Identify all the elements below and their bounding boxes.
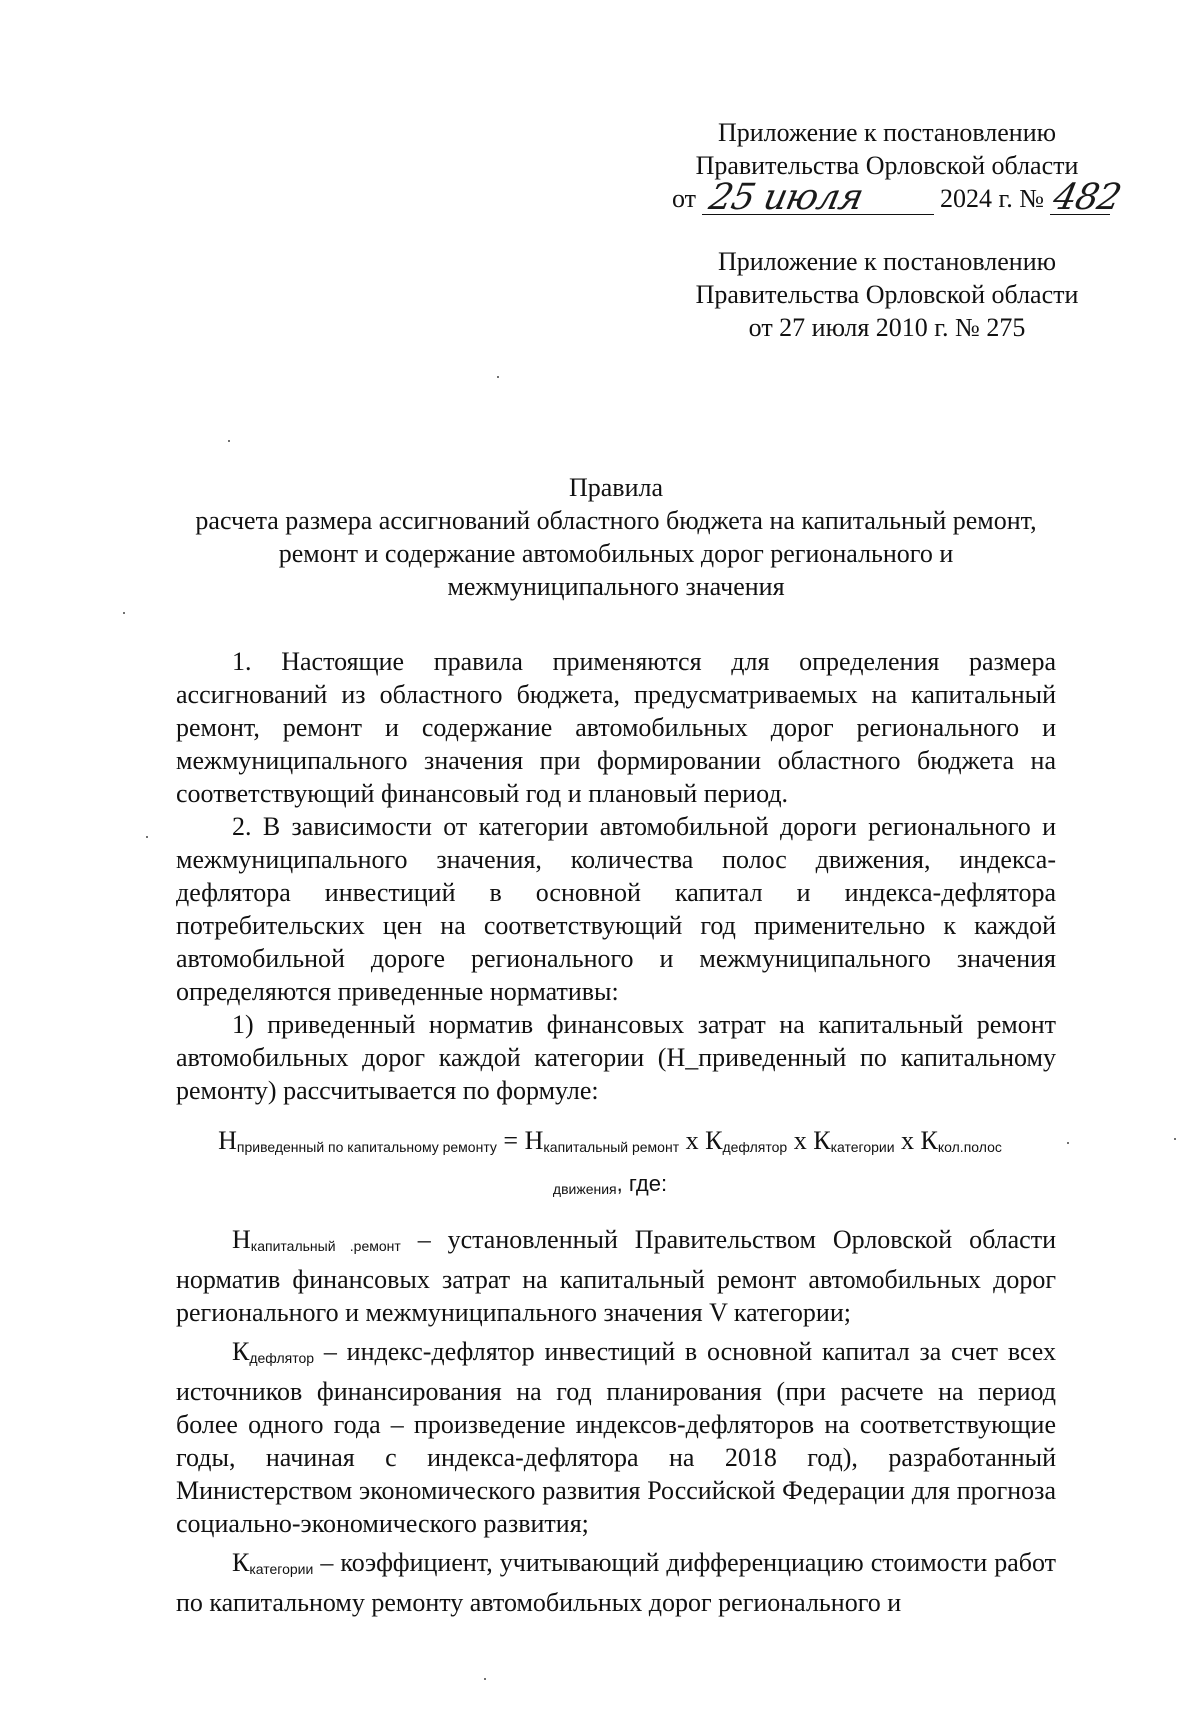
handwritten-date: 25 июля — [705, 177, 867, 218]
formula-h: Н — [218, 1126, 237, 1155]
formula-k3-sub2: движения — [552, 1181, 617, 1197]
date-field — [702, 177, 934, 218]
formula-x3: x — [894, 1126, 921, 1155]
title-heading: Правила — [568, 473, 664, 502]
paragraph-2: 2. В зависимости от категории автомобильной дороги регионального и межмуниципального значения, количества полос движения, индекса-дефлятора инвестиций в основной капитал и индекса-дефлятора потребительских цен на соответствующий год применительно к каждой автомобильной дороге регионального и межмуниципального значения определяются приведенные нормативы: — [176, 812, 1056, 1006]
scan-speck — [1067, 1142, 1069, 1144]
number-field — [1049, 177, 1125, 218]
body-text — [176, 645, 1056, 1107]
formula — [160, 1123, 1060, 1207]
formula-h2: Н — [524, 1126, 544, 1155]
definition-item — [176, 1546, 1056, 1619]
def-text: – индекс-дефлятор инвестиций в основной капитал за счет всех источников финансирования на год планирования (при расчете на период более одного года – произведение индексов-дефляторов на соответствующие годы, начиная с индекса-дефлятора на 2018 год), разработанный Министерством экономического развития Российской Федерации для прогноза социально-экономического развития; — [176, 1337, 1056, 1538]
orig-header-line-2: Правительства Орловской области — [695, 280, 1079, 309]
handwritten-number: 482 — [1049, 177, 1125, 218]
formula-h2-sub: капитальный ремонт — [543, 1139, 680, 1155]
scan-speck — [123, 612, 125, 614]
header-year-text: 2024 г. № — [940, 184, 1045, 213]
paragraph-3: 1) приведенный норматив финансовых затрат на капитальный ремонт автомобильных дорог каждой категории (Н_приведенный по капитальному ремонту) рассчитывается по формуле: — [176, 1010, 1056, 1105]
formula-k3: К — [920, 1126, 938, 1155]
scan-speck — [146, 836, 148, 838]
formula-x1: x — [679, 1126, 706, 1155]
header-date-row — [672, 177, 1125, 218]
formula-k2-sub: категории — [830, 1139, 895, 1155]
def-symbol-sub: категории — [249, 1561, 314, 1577]
definition-item — [176, 1335, 1056, 1540]
formula-k1: К — [705, 1126, 723, 1155]
formula-tail: , где: — [616, 1171, 668, 1196]
def-text: – установленный Правительством Орловской области норматив финансовых затрат на капитальный ремонт автомобильных дорог регионального и межмуниципального значения V категории; — [176, 1225, 1056, 1327]
definition-item — [176, 1223, 1056, 1329]
formula-k2: К — [813, 1126, 831, 1155]
def-symbol-sub: дефлятор — [249, 1350, 315, 1366]
formula-h-sub: приведенный по капитальному ремонту — [236, 1139, 497, 1155]
scan-speck — [497, 376, 499, 378]
def-text: – коэффициент, учитывающий дифференциацию стоимости работ по капитальному ремонту автомобильных дорог регионального и — [176, 1548, 1056, 1617]
definitions — [176, 1223, 1056, 1625]
header-original-resolution — [672, 245, 1102, 344]
scan-speck — [1174, 1138, 1176, 1140]
header-from-prefix: от — [672, 184, 697, 213]
def-symbol: Н — [232, 1225, 251, 1254]
header-current-amendment — [672, 116, 1125, 218]
document-title — [176, 471, 1056, 603]
formula-x2: x — [787, 1126, 814, 1155]
title-subtitle: расчета размера ассигнований областного бюджета на капитальный ремонт, ремонт и содержание автомобильных дорог регионального и межмуниципального значения — [195, 506, 1037, 601]
orig-header-line-1: Приложение к постановлению — [717, 247, 1057, 276]
formula-k3-sub: кол.полос — [937, 1139, 1002, 1155]
scan-speck — [484, 1678, 486, 1680]
header-line-1: Приложение к постановлению — [717, 118, 1057, 147]
def-symbol-sub: капитальный .ремонт — [250, 1238, 401, 1254]
orig-header-line-3: от 27 июля 2010 г. № 275 — [748, 313, 1026, 342]
def-symbol: К — [232, 1337, 250, 1366]
paragraph-1: 1. Настоящие правила применяются для определения размера ассигнований из областного бюджета, предусматриваемых на капитальный ремонт, ремонт и содержание автомобильных дорог регионального и межмуниципального значения при формировании областного бюджета на соответствующий финансовый год и плановый период. — [176, 647, 1056, 808]
header-line-2: Правительства Орловской области — [695, 151, 1079, 180]
formula-eq: = — [496, 1126, 525, 1155]
def-symbol: К — [232, 1548, 250, 1577]
scan-speck — [228, 440, 230, 442]
formula-k1-sub: дефлятор — [722, 1139, 788, 1155]
